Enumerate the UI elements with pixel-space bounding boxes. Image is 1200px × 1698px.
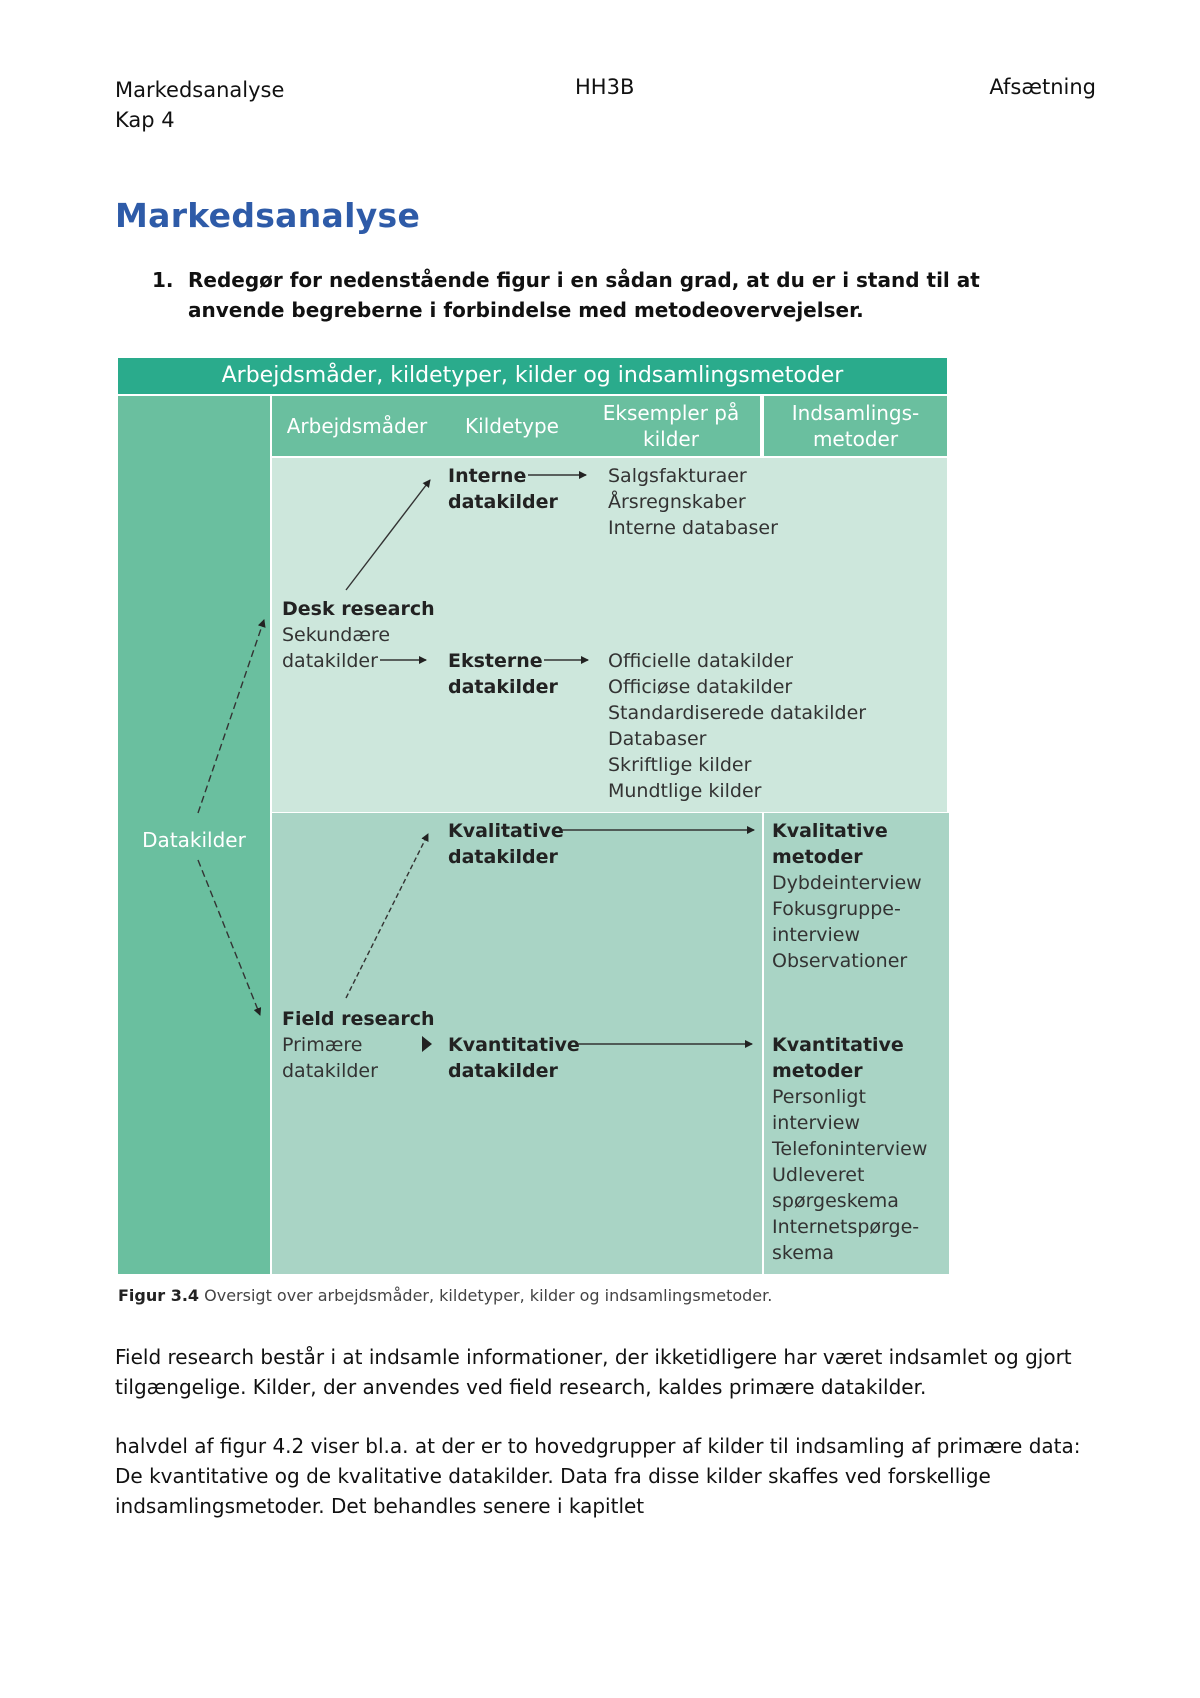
kvalitative-l2: datakilder bbox=[448, 846, 558, 868]
method-item: Internetspørge- bbox=[772, 1216, 920, 1238]
kvantitative-m2: metoder bbox=[772, 1060, 863, 1082]
paragraph-field-research: Field research består i at indsamle informationer, der ikketidligere har været indsamlet og gjort tilgængelige. Kilder, der anvendes ved field research, kaldes primære datakilder. bbox=[115, 1345, 1072, 1399]
arrow-field-kvantitative bbox=[422, 1036, 432, 1052]
col-header-arbejdsmaader: Arbejdsmåder bbox=[272, 396, 442, 456]
header-class: HH3B bbox=[575, 75, 635, 99]
method-item: skema bbox=[772, 1242, 835, 1264]
figure-arrows bbox=[118, 358, 947, 1274]
question-1 bbox=[152, 265, 1012, 325]
col-header-eksempler-text: Eksempler på kilder bbox=[602, 401, 740, 451]
method-item: Personligt bbox=[772, 1086, 866, 1108]
arrow-datakilder-desk bbox=[198, 620, 264, 813]
field-research-title: Field research bbox=[282, 1008, 435, 1030]
header-subject: Markedsanalyse bbox=[115, 78, 285, 102]
method-item: Dybdeinterview bbox=[772, 872, 922, 894]
method-item: Fokusgruppe- bbox=[772, 898, 901, 920]
desk-research-title: Desk research bbox=[282, 598, 435, 620]
method-item: interview bbox=[772, 924, 861, 946]
paragraph-figure-description: halvdel af figur 4.2 viser bl.a. at der er to hovedgrupper af kilder til indsamling af primære data: De kvantitative og de kvalitative datakilder. Data fra disse kilder skaffes ved forskellige indsamlingsmetoder. Det behandles senere i kapitlet bbox=[115, 1434, 1081, 1518]
example-item: Årsregnskaber bbox=[608, 491, 746, 513]
field-research-sub1: Primære bbox=[282, 1034, 363, 1056]
datakilder-label: Datakilder bbox=[142, 828, 246, 852]
method-item: Observationer bbox=[772, 950, 908, 972]
question-text: Redegør for nedenstående figur i en sådan grad, at du er i stand til at anvende begreberne i forbindelse med metodeovervejelser. bbox=[188, 268, 980, 322]
example-item: Standardiserede datakilder bbox=[608, 702, 867, 724]
example-item: Mundtlige kilder bbox=[608, 780, 762, 802]
example-item: Officielle datakilder bbox=[608, 650, 793, 672]
desk-research-sub2: datakilder bbox=[282, 650, 378, 672]
method-item: spørgeskema bbox=[772, 1190, 899, 1212]
field-research-sub2: datakilder bbox=[282, 1060, 378, 1082]
interne-l2: datakilder bbox=[448, 491, 558, 513]
example-item: Salgsfakturaer bbox=[608, 465, 747, 487]
col-header-kildetype: Kildetype bbox=[442, 396, 582, 456]
kvantitative-l2: datakilder bbox=[448, 1060, 558, 1082]
kvalitative-l1: Kvalitative bbox=[448, 820, 564, 842]
kvalitative-m1: Kvalitative bbox=[772, 820, 888, 842]
example-item: Skriftlige kilder bbox=[608, 754, 752, 776]
figure-title: Arbejdsmåder, kildetyper, kilder og indsamlingsmetoder bbox=[118, 358, 947, 394]
example-item: Interne databaser bbox=[608, 517, 778, 539]
desk-research-sub1: Sekundære bbox=[282, 624, 391, 646]
example-item: Officiøse datakilder bbox=[608, 676, 793, 698]
arrow-desk-interne bbox=[346, 480, 430, 590]
method-item: Udleveret bbox=[772, 1164, 865, 1186]
eksterne-l1: Eksterne bbox=[448, 650, 543, 672]
method-item: interview bbox=[772, 1112, 861, 1134]
method-item: Telefoninterview bbox=[772, 1138, 928, 1160]
interne-l1: Interne bbox=[448, 465, 527, 487]
header-chapter: Kap 4 bbox=[115, 108, 175, 132]
header-course: Afsætning bbox=[989, 75, 1096, 99]
example-item: Databaser bbox=[608, 728, 707, 750]
eksterne-l2: datakilder bbox=[448, 676, 558, 698]
col-header-indsamlingsmetoder-text: Indsamlings-metoder bbox=[791, 401, 920, 451]
arrow-datakilder-field bbox=[198, 860, 260, 1015]
figure-overview bbox=[118, 358, 947, 1305]
caption-text: Oversigt over arbejdsmåder, kildetyper, kilder og indsamlingsmetoder. bbox=[199, 1286, 773, 1305]
kvalitative-m2: metoder bbox=[772, 846, 863, 868]
figure-caption bbox=[118, 1286, 772, 1305]
page-title: Markedsanalyse bbox=[115, 196, 421, 235]
arrow-field-kvalitative bbox=[346, 834, 428, 998]
kvantitative-l1: Kvantitative bbox=[448, 1034, 580, 1056]
caption-label: Figur 3.4 bbox=[118, 1286, 200, 1305]
kvantitative-m1: Kvantitative bbox=[772, 1034, 904, 1056]
header-left bbox=[115, 75, 284, 135]
question-number: 1. bbox=[152, 268, 174, 292]
